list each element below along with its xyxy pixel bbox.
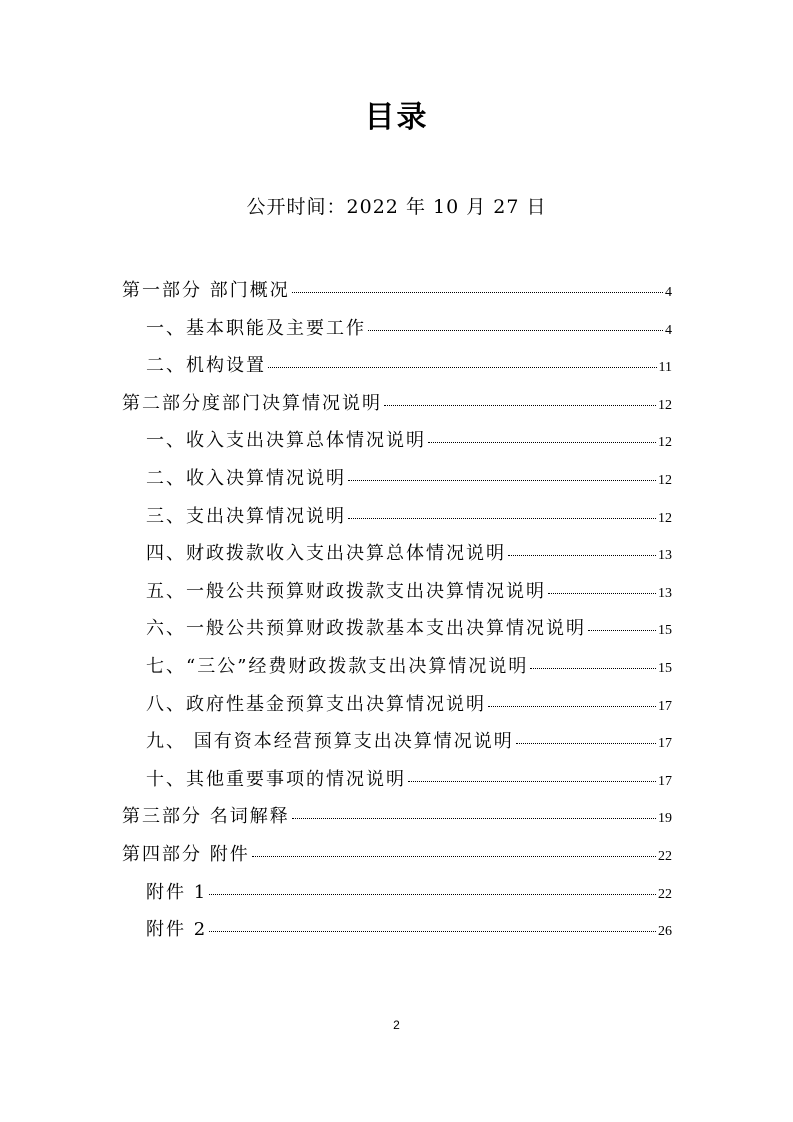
toc-item-label: 三、支出决算情况说明 [146, 505, 346, 527]
toc-leader-dots [209, 930, 656, 932]
toc-leader-dots [252, 855, 656, 857]
toc-item[interactable] [122, 502, 672, 540]
toc-item-label: 第一部分 部门概况 [122, 280, 290, 301]
toc-item[interactable] [122, 577, 672, 615]
toc-item-label: 七、“三公”经费财政拨款支出决算情况说明 [146, 655, 529, 677]
toc-item[interactable] [122, 539, 672, 577]
table-of-contents [122, 276, 672, 953]
toc-leader-dots [292, 291, 663, 293]
toc-item-label: 八、政府性基金预算支出决算情况说明 [146, 693, 486, 715]
toc-leader-dots [588, 629, 656, 631]
toc-item[interactable] [122, 276, 672, 314]
toc-leader-dots [268, 366, 657, 368]
toc-item-page: 19 [658, 811, 672, 827]
toc-item-label: 十、其他重要事项的情况说明 [146, 768, 406, 790]
toc-item-page: 13 [658, 548, 672, 564]
toc-item-page: 11 [658, 360, 672, 376]
toc-leader-dots [508, 554, 656, 556]
toc-item-label: 附件 1 [146, 881, 208, 903]
toc-leader-dots [516, 742, 656, 744]
toc-item-page: 26 [658, 924, 672, 940]
toc-item-page: 22 [658, 886, 672, 902]
toc-item-label: 一、基本职能及主要工作 [146, 317, 366, 339]
toc-leader-dots [530, 667, 656, 669]
toc-item-label: 五、一般公共预算财政拨款支出决算情况说明 [146, 580, 546, 602]
toc-item-page: 17 [658, 736, 672, 752]
toc-item-page: 17 [658, 698, 672, 714]
toc-item-page: 4 [665, 322, 672, 338]
toc-item-page: 12 [658, 472, 672, 488]
toc-item[interactable] [122, 878, 672, 916]
toc-item-page: 22 [658, 848, 672, 864]
toc-item[interactable] [122, 614, 672, 652]
toc-item-label: 第二部分度部门决算情况说明 [122, 392, 382, 414]
toc-item[interactable] [122, 652, 672, 690]
toc-leader-dots [292, 817, 656, 819]
toc-item-label: 四、财政拨款收入支出决算总体情况说明 [146, 543, 506, 565]
toc-item-label: 二、收入决算情况说明 [146, 467, 346, 489]
toc-item-page: 13 [658, 585, 672, 601]
toc-item[interactable] [122, 915, 672, 953]
toc-leader-dots [384, 404, 656, 406]
page-title: 目录 [364, 100, 429, 135]
toc-leader-dots [408, 780, 656, 782]
toc-leader-dots [428, 441, 656, 443]
toc-leader-dots [548, 592, 656, 594]
toc-item-label: 二、机构设置 [146, 355, 266, 377]
toc-item-label: 第三部分 名词解释 [122, 806, 290, 828]
toc-item[interactable] [122, 464, 672, 502]
toc-leader-dots [488, 705, 656, 707]
toc-item-label: 六、一般公共预算财政拨款基本支出决算情况说明 [146, 618, 586, 640]
toc-leader-dots [209, 893, 656, 895]
toc-item-page: 17 [658, 773, 672, 789]
toc-item[interactable] [122, 426, 672, 464]
toc-item-page: 12 [658, 397, 672, 413]
toc-item[interactable] [122, 840, 672, 878]
toc-item[interactable] [122, 389, 672, 427]
toc-item[interactable] [122, 351, 672, 389]
publish-date: 公开时间：2022 年 10 月 27 日 [246, 196, 547, 218]
toc-item-page: 12 [658, 510, 672, 526]
page-number: 2 [393, 1018, 400, 1032]
toc-item-page: 4 [665, 285, 672, 300]
toc-item-label: 九、 国有资本经营预算支出决算情况说明 [146, 731, 514, 753]
toc-item-label: 附件 2 [146, 919, 208, 941]
toc-item-label: 一、收入支出决算总体情况说明 [146, 430, 426, 452]
toc-item[interactable] [122, 314, 672, 352]
toc-leader-dots [348, 479, 656, 481]
toc-item[interactable] [122, 690, 672, 728]
toc-leader-dots [348, 517, 656, 519]
toc-leader-dots [368, 329, 663, 331]
toc-item-page: 12 [658, 435, 672, 451]
toc-item[interactable] [122, 727, 672, 765]
toc-item[interactable] [122, 765, 672, 803]
toc-item-page: 15 [658, 660, 672, 676]
toc-item-page: 15 [658, 623, 672, 639]
toc-item[interactable] [122, 802, 672, 840]
toc-item-label: 第四部分 附件 [122, 843, 250, 865]
